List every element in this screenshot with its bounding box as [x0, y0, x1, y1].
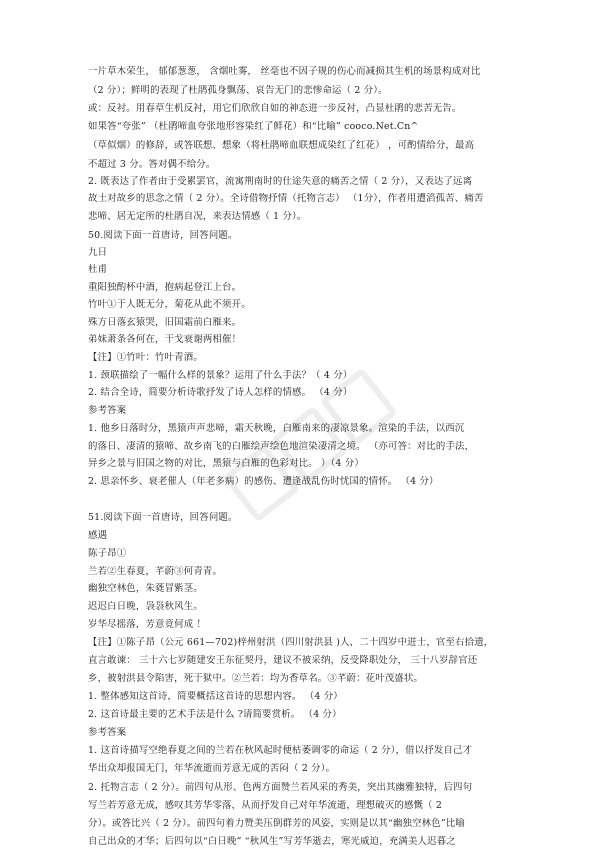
text-line: 2. 既表达了作者由于受累罢官，流寓荆南时的仕途失意的痛苦之情（ 2 分），又表达了远离: [88, 176, 473, 187]
text-line: 迟迟白日晚，袅袅秋风生。: [88, 601, 203, 612]
text-line: 乡，被射洪县令陷害，死于狱中。②兰若：均为香草名。③芊蔚：花叶茂盛状。: [88, 673, 424, 684]
text-line: 竹叶①于人既无分，菊花从此不须开。: [88, 299, 251, 310]
text-line: 2. 这首诗最主要的艺术手法是什么 ?请简要赏析。 （4 分）: [88, 709, 342, 720]
text-line: 悲啼、居无定所的杜鹃自况，来表达情感（ 1 分）。: [88, 211, 307, 222]
text-line: 的落日、凄清的猿啼、故乡南飞的白雁绘声绘色地渲染凄清之境。 （亦可答：对比的手法，: [88, 441, 475, 452]
text-line: 重阳独酌杯中酒，抱病起登江上台。: [88, 282, 242, 293]
text-line: 51.阅读下面一首唐诗，回答问题。: [88, 512, 238, 523]
text-line: 1. 他乡日落时分，黑猿声声悲啼，霜天秋晚，白雁南来的凄凉景象。渲染的手法，以西沉: [88, 423, 465, 434]
text-line: 参考答案: [88, 727, 127, 738]
text-line: 感遇: [88, 530, 108, 541]
text-line: 华出众却报国无门，年华流逝而芳意无成的苦闷（ 2 分）。: [88, 763, 336, 774]
text-line: 参考答案: [88, 405, 127, 416]
text-line: 分）。或答比兴（ 2 分）。前四句着力赞美压倒群芳的风姿，实则是以其“幽独空林色”比喻: [88, 818, 465, 829]
text-line: 杜甫: [88, 264, 108, 275]
text-line: 2. 结合全诗，简要分析诗歌抒发了诗人怎样的情感。 （4 分）: [88, 387, 353, 398]
text-line: 故土对故乡的思念之情（ 2 分）。全诗借物抒情（托物言志） （1分），作者用遭滔孤苦、痛苦: [88, 193, 484, 204]
text-line: 弟妹萧条各何在，干戈衰谢两相催！: [88, 334, 242, 345]
text-line: 九日: [88, 247, 108, 258]
text-line: 异乡之景与旧国之物的对比，黑猿与白雁的色彩对比。 ）（4 分）: [88, 458, 364, 469]
text-line: 自己出众的才华；后四句以“白日晚” “秋风生”写芳华逝去，寒光威迫，充满美人迟暮之: [88, 836, 456, 847]
text-line: 一片草木荣生， 郁郁葱葱， 含烟吐雾， 丝毫也不因子规的伤心而减损其生机的场景构成对比: [88, 66, 481, 77]
text-line: 1. 颈联描绘了一幅什么样的景象？运用了什么手法？（ 4 分）: [88, 370, 353, 381]
text-line: 不超过 3 分。答对偶不给分。: [88, 159, 216, 170]
text-line: 【注】①竹叶：竹叶青酒。: [88, 352, 203, 363]
text-line: 【注】①陈子昂（公元 661—702)梓州射洪（四川射洪县 )人，二十四岁中进士，官至右拾遗，: [88, 637, 494, 648]
text-line: 殊方日落玄猿哭，旧国霜前白雁来。: [88, 317, 242, 328]
text-line: （草似烟）的修辞，或答联想、想象（将杜鹃啼血联想成染红了红花） ，可酌情给分，最高: [88, 140, 475, 151]
text-line: 2. 思亲怀乡、衰老催人（年老多病）的感伤、遭逢战乱伤时忧国的情怀。 （4 分）: [88, 476, 439, 487]
text-line: 兰若②生春夏，芊蔚③何青青。: [88, 566, 223, 577]
text-line: 幽独空林色，朱蕤冒紫茎。: [88, 583, 203, 594]
text-line: 2. 托物言志（ 2 分）。前四句从形、色两方面赞兰若风采的秀美，突出其幽雅独特，后四句: [88, 782, 473, 793]
text-line: 1. 整体感知这首诗，简要概括这首诗的思想内容。 （4 分）: [88, 691, 343, 702]
text-line: 陈子昂①: [88, 548, 127, 559]
text-line: 1. 这首诗描写空绝春夏之间的兰若在秋风起时便枯萎调零的命运（ 2 分），借以抒发自己才: [88, 745, 473, 756]
text-line: 如果答“夸张” （杜鹃啼血夸张地形容染红了鲜花）和“比喻” cooco.Net.Cn^: [88, 121, 419, 132]
text-line: 直言敢谏： 三十六七岁随建安王东征契丹，建议不被采纳，反受降职处分， 三十八岁辞官还: [88, 655, 478, 666]
text-line: 或：反衬。用春草生机反衬，用它们欣欣自如的神态进一步反衬，凸显杜鹃的悲苦无告。: [88, 103, 462, 114]
text-line: 岁华尽摇落，芳意竟何成 ！: [88, 619, 207, 630]
text-line: 50.阅读下面一首唐诗，回答问题。: [88, 230, 238, 241]
text-line: 写兰若芳意无成，感叹其芳华零落，从而抒发自己对年华流逝，理想破灭的感慨（ 2: [88, 800, 443, 811]
text-line: （2 分）；鲜明的表现了杜鹃孤身飘荡、哀告无门的悲惨命运（ 2 分）。: [88, 85, 388, 96]
